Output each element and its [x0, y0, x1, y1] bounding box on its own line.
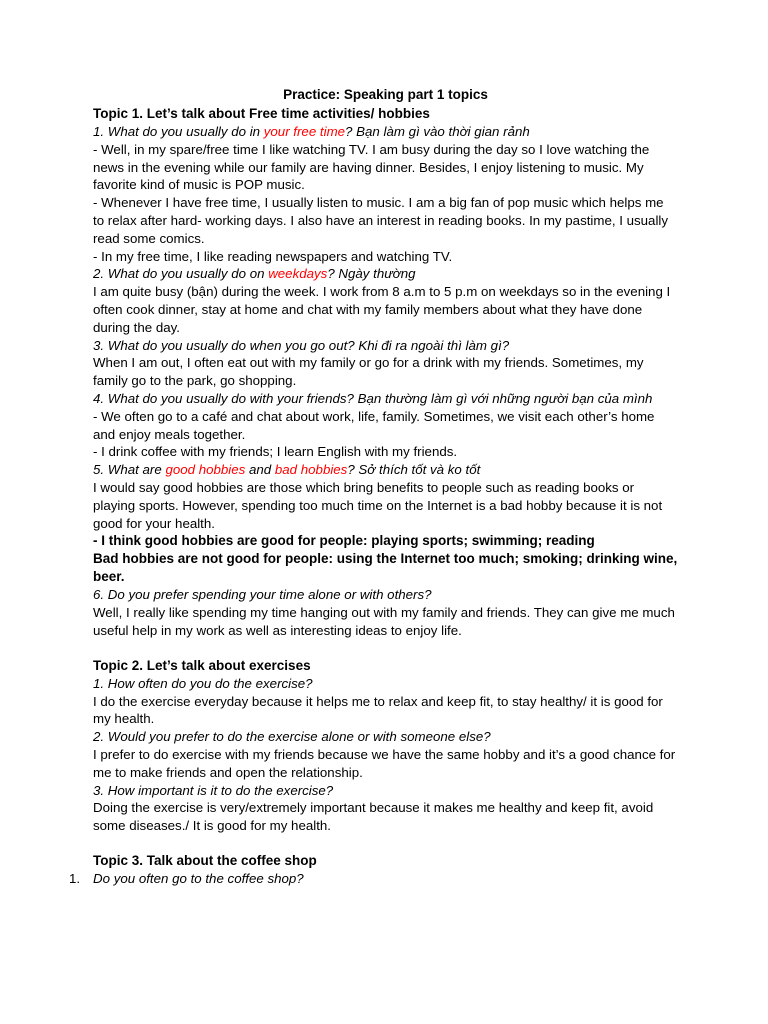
highlight-bad-hobbies: bad hobbies: [274, 462, 348, 478]
topic-1-answer-5: I would say good hobbies are those which bring benefits to people such as reading books or playing sports. However, spending too much time on the Internet is a bad hobby because it is not good for your health.: [93, 479, 663, 531]
topic-1-answer-5-bold-good: - I think good hobbies are good for people: playing sports; swimming; reading: [93, 533, 595, 549]
topic-3-heading: Topic 3. Talk about the coffee shop: [93, 852, 317, 868]
topic-1-question-2: 2. What do you usually do on weekdays? Ngày thường: [93, 266, 416, 282]
list-item: [69, 870, 678, 888]
topic-1-answer-1a: - Well, in my spare/free time I like watching TV. I am busy during the day so I love watching the news in the evening while our family are having dinner. Besides, I enjoy listening to music. My favorite kind of music is POP music.: [93, 141, 650, 193]
topic-1-question-1: 1. What do you usually do in your free time? Bạn làm gì vào thời gian rảnh: [93, 124, 530, 139]
topic-1-answer-4a: - We often go to a café and chat about work, life, family. Sometimes, we visit each other’s home and enjoy meals together.: [93, 408, 655, 442]
topic-2-answer-3: Doing the exercise is very/extremely important because it makes me healthy and keep fit, avoid some diseases./ It is good for my health.: [93, 800, 654, 834]
topic-1-answer-4b: - I drink coffee with my friends; I learn English with my friends.: [93, 444, 458, 460]
topic-2-question-1: 1. How often do you do the exercise?: [93, 675, 313, 691]
highlight-weekdays: weekdays: [268, 266, 328, 282]
topic-2-answer-2: I prefer to do exercise with my friends because we have the same hobby and it’s a good chance for me to make friends and open the relationship.: [93, 746, 676, 780]
spacer: [93, 835, 678, 852]
topic-1-answer-6: Well, I really like spending my time hanging out with my family and friends. They can give me much useful help in my work as well as interesting ideas to enjoy life.: [93, 605, 675, 638]
list-number: 1.: [69, 870, 81, 886]
page-title: Practice: Speaking part 1 topics: [283, 87, 488, 102]
topic-1-answer-5-bold-bad: Bad hobbies are not good for people: using the Internet too much; smoking; drinking wine, beer.: [93, 551, 678, 585]
topic-1-answer-1c: - In my free time, I like reading newspapers and watching TV.: [93, 248, 453, 264]
topic-1-question-5: 5. What are good hobbies and bad hobbies? Sở thích tốt và ko tốt: [93, 462, 481, 478]
highlight-free-time: your free time: [263, 124, 346, 139]
topic-1-question-3: 3. What do you usually do when you go out? Khi đi ra ngoài thì làm gì?: [93, 337, 510, 353]
topic-1-question-4: 4. What do you usually do with your friends? Bạn thường làm gì với những người bạn của mình: [93, 390, 653, 406]
topic-1-answer-3: When I am out, I often eat out with my family or go for a drink with my friends. Sometimes, my family go to the park, go shopping.: [93, 355, 644, 389]
topic-2-question-2: 2. Would you prefer to do the exercise alone or with someone else?: [93, 729, 491, 745]
topic-1-heading: Topic 1. Let’s talk about Free time activities/ hobbies: [93, 106, 430, 121]
topic-2-heading: Topic 2. Let’s talk about exercises: [93, 657, 311, 673]
topic-2-answer-1: I do the exercise everyday because it helps me to relax and keep fit, to stay healthy/ it is good for my health.: [93, 693, 663, 727]
topic-1-answer-2: I am quite busy (bận) during the week. I work from 8 a.m to 5 p.m on weekdays so in the evening I often cook dinner, stay at home and chat with my family members about what they have done during the day.: [93, 284, 671, 335]
spacer: [93, 640, 678, 657]
highlight-good-hobbies: good hobbies: [165, 462, 246, 478]
topic-3-question-1: Do you often go to the coffee shop?: [93, 870, 304, 886]
topic-1-answer-1b: - Whenever I have free time, I usually listen to music. I am a big fan of pop music which helps me to relax after hard- working days. I also have an interest in reading books. In my pastime, I usually read some comics.: [93, 195, 669, 246]
topic-1-question-6: 6. Do you prefer spending your time alone or with others?: [93, 587, 432, 603]
topic-2-question-3: 3. How important is it to do the exercise?: [93, 782, 334, 798]
